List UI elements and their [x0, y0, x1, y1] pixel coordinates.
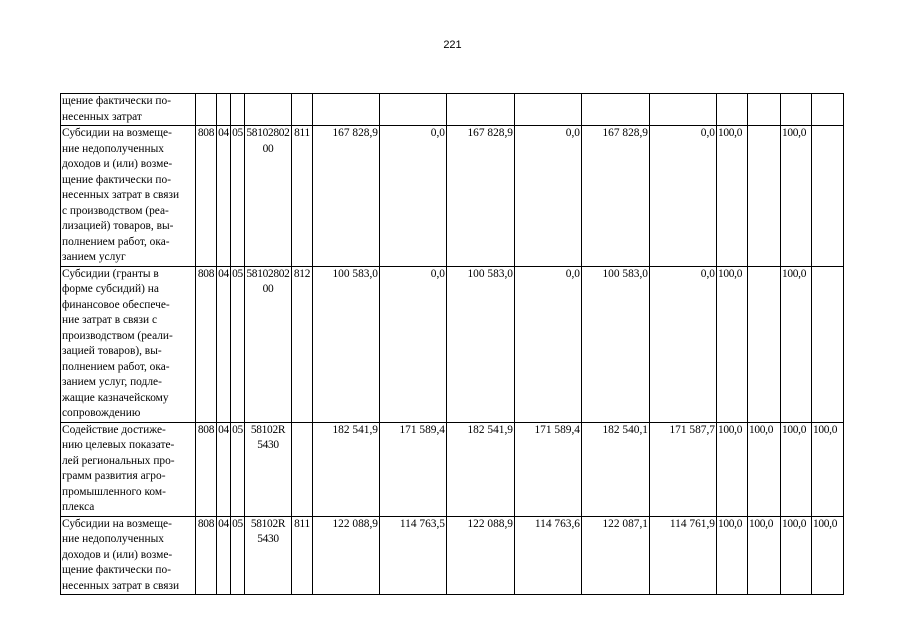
cell-pr: 05: [231, 266, 245, 422]
cell-gr: 808: [196, 266, 217, 422]
cell-rz: [217, 94, 231, 126]
cell-vr: [292, 94, 313, 126]
cell-percent-p4: 100,0: [812, 516, 844, 595]
cell-percent-p4: [812, 126, 844, 267]
cell-vr: [292, 422, 313, 516]
cell-csr: [245, 422, 292, 516]
cell-percent-p1: 100,0: [717, 422, 748, 516]
row-name-line: плекса: [62, 501, 95, 513]
cell-amount-v5: [582, 94, 650, 126]
cell-amount-v4: 0,0: [515, 266, 582, 422]
cell-percent-p2: 100,0: [748, 422, 781, 516]
row-name-line: форме субсидий) на: [62, 283, 159, 295]
cell-rz: 04: [217, 266, 231, 422]
cell-vr: 811: [292, 126, 313, 267]
target-article-line: 58102R: [250, 517, 286, 530]
row-name-line: производством (реали-: [62, 329, 173, 342]
row-name-line: лей региональных про-: [62, 454, 175, 467]
row-name-line: полнением работ, ока-: [62, 235, 170, 248]
cell-percent-p3: 100,0: [781, 266, 812, 422]
row-name-line: ние затрат в связи с: [62, 314, 158, 326]
target-article-line: 5430: [257, 533, 279, 545]
cell-percent-p1: 100,0: [717, 516, 748, 595]
cell-amount-v4: [515, 94, 582, 126]
cell-amount-v2: [380, 94, 447, 126]
budget-table: [60, 93, 844, 595]
cell-percent-p4: 100,0: [812, 422, 844, 516]
row-name-line: щение фактически по-: [62, 95, 172, 107]
cell-percent-p3: 100,0: [781, 422, 812, 516]
table-body: [61, 94, 844, 595]
table-row: [61, 126, 844, 267]
row-name-line: Субсидии на возмеще-: [62, 517, 172, 530]
cell-vr: 811: [292, 516, 313, 595]
row-name: [61, 266, 196, 422]
row-name-line: доходов и (или) возме-: [62, 158, 173, 170]
row-name-line: занием услуг: [62, 251, 126, 263]
cell-percent-p2: [748, 94, 781, 126]
row-name-line: лизацией) товаров, вы-: [62, 220, 174, 232]
row-name-line: полнением работ, ока-: [62, 360, 170, 373]
row-name: [61, 126, 196, 267]
row-name: [61, 94, 196, 126]
cell-amount-v6: 0,0: [650, 126, 717, 267]
row-name-line: грамм развития агро-: [62, 470, 166, 482]
cell-csr: [245, 126, 292, 267]
cell-amount-v2: 114 763,5: [380, 516, 447, 595]
row-name-line: несенных затрат в связи: [62, 579, 180, 592]
cell-percent-p4: [812, 266, 844, 422]
cell-amount-v3: [447, 94, 515, 126]
cell-amount-v4: 171 589,4: [515, 422, 582, 516]
cell-pr: 05: [231, 422, 245, 516]
cell-gr: 808: [196, 422, 217, 516]
cell-percent-p1: 100,0: [717, 266, 748, 422]
cell-gr: 808: [196, 126, 217, 267]
table-row: [61, 422, 844, 516]
row-name-line: несенных затрат: [62, 110, 142, 123]
row-name-line: с производством (реа-: [62, 204, 169, 217]
row-name-line: ние недополученных: [62, 533, 164, 545]
cell-amount-v1: 182 541,9: [313, 422, 380, 516]
cell-amount-v6: [650, 94, 717, 126]
cell-percent-p4: [812, 94, 844, 126]
cell-amount-v6: 114 761,9: [650, 516, 717, 595]
row-name: [61, 516, 196, 595]
target-article-line: 58102R: [250, 423, 286, 436]
cell-amount-v1: 122 088,9: [313, 516, 380, 595]
cell-amount-v3: 167 828,9: [447, 126, 515, 267]
row-name-line: Субсидии (гранты в: [62, 267, 159, 280]
cell-amount-v1: 167 828,9: [313, 126, 380, 267]
cell-csr: [245, 516, 292, 595]
target-article-line: 58102802: [246, 127, 290, 139]
cell-rz: 04: [217, 422, 231, 516]
cell-vr: 812: [292, 266, 313, 422]
cell-gr: [196, 94, 217, 126]
cell-amount-v5: 182 540,1: [582, 422, 650, 516]
cell-csr: [245, 94, 292, 126]
cell-percent-p3: 100,0: [781, 516, 812, 595]
row-name-line: ние недополученных: [62, 142, 164, 155]
row-name-line: сопровождению: [62, 407, 141, 419]
cell-percent-p2: [748, 126, 781, 267]
row-name-line: несенных затрат в связи: [62, 189, 180, 201]
row-name-line: промышленного ком-: [62, 485, 166, 498]
table-row: [61, 266, 844, 422]
cell-percent-p2: [748, 266, 781, 422]
cell-percent-p1: 100,0: [717, 126, 748, 267]
cell-rz: 04: [217, 126, 231, 267]
row-name-line: щение фактически по-: [62, 173, 172, 186]
page-number: 221: [443, 39, 462, 51]
cell-amount-v4: 0,0: [515, 126, 582, 267]
table-row: [61, 516, 844, 595]
cell-csr: [245, 266, 292, 422]
row-name-line: зацией товаров), вы-: [62, 345, 162, 357]
target-article-line: 00: [262, 142, 274, 155]
cell-percent-p3: 100,0: [781, 126, 812, 267]
row-name-line: занием услуг, подле-: [62, 376, 162, 388]
cell-amount-v2: 0,0: [380, 126, 447, 267]
cell-amount-v1: 100 583,0: [313, 266, 380, 422]
cell-amount-v1: [313, 94, 380, 126]
cell-amount-v3: 100 583,0: [447, 266, 515, 422]
row-name-line: Содействие достиже-: [62, 423, 166, 436]
cell-amount-v3: 182 541,9: [447, 422, 515, 516]
cell-amount-v5: 122 087,1: [582, 516, 650, 595]
cell-amount-v5: 100 583,0: [582, 266, 650, 422]
cell-amount-v4: 114 763,6: [515, 516, 582, 595]
cell-percent-p2: 100,0: [748, 516, 781, 595]
cell-amount-v3: 122 088,9: [447, 516, 515, 595]
cell-rz: 04: [217, 516, 231, 595]
cell-percent-p1: [717, 94, 748, 126]
table-row: [61, 94, 844, 126]
target-article-line: 58102802: [246, 267, 290, 280]
row-name-line: доходов и (или) возме-: [62, 548, 173, 561]
cell-amount-v6: 0,0: [650, 266, 717, 422]
cell-percent-p3: [781, 94, 812, 126]
cell-amount-v2: 171 589,4: [380, 422, 447, 516]
row-name-line: нию целевых показате-: [62, 439, 175, 451]
cell-pr: 05: [231, 516, 245, 595]
row-name-line: щение фактически по-: [62, 564, 172, 576]
cell-amount-v2: 0,0: [380, 266, 447, 422]
row-name-line: жащие казначейскому: [62, 391, 169, 404]
target-article-line: 00: [262, 283, 274, 295]
cell-amount-v5: 167 828,9: [582, 126, 650, 267]
row-name-line: Субсидии на возмеще-: [62, 127, 172, 139]
row-name-line: финансовое обеспече-: [62, 298, 170, 311]
cell-pr: 05: [231, 126, 245, 267]
target-article-line: 5430: [257, 439, 279, 451]
cell-gr: 808: [196, 516, 217, 595]
cell-pr: [231, 94, 245, 126]
row-name: [61, 422, 196, 516]
cell-amount-v6: 171 587,7: [650, 422, 717, 516]
